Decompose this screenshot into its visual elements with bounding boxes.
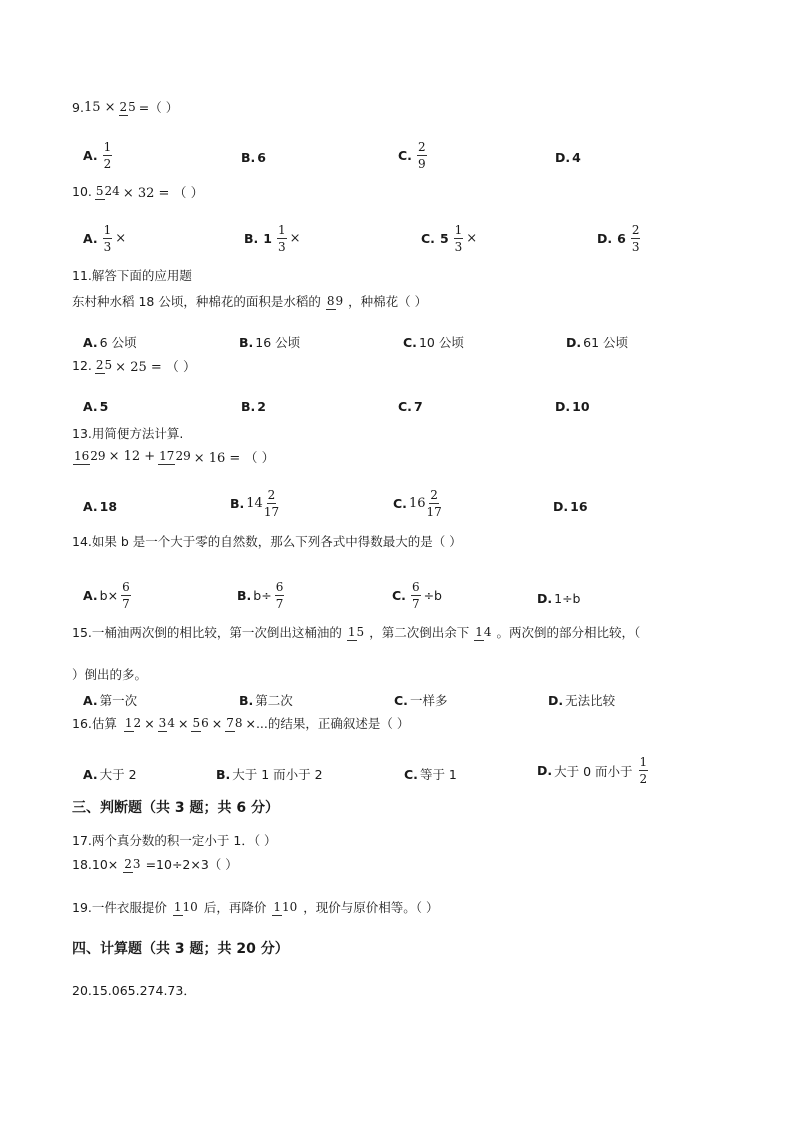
question-number: 14. — [72, 533, 92, 549]
question-15: 15. 一桶油两次倒的相比较，第一次倒出这桶油的 15 ，第二次倒出余下 14 。两次倒的部分相比较，（ — [72, 624, 641, 640]
question-16: 16. 估算 12 × 34 × 56 × 78 ×...的结果，正确叙述是（ ） — [72, 715, 410, 731]
fraction: 1729 — [159, 449, 191, 463]
fraction: 78 — [226, 715, 243, 730]
answer-blank: × 32 = （ ） — [122, 186, 204, 201]
answer-blank: × 16 = （ ） — [193, 451, 275, 466]
fraction: 25 — [119, 99, 136, 114]
option-d[interactable]: D. 4 — [555, 150, 581, 165]
question-20 — [72, 981, 196, 999]
option-a[interactable]: A. 第一次 — [83, 692, 138, 708]
question-text: 如果 b 是一个大于零的自然数，那么下列各式中得数最大的是（ ） — [91, 534, 462, 549]
question-number: 11. — [72, 267, 92, 283]
option-c[interactable]: C. 7 — [398, 399, 423, 414]
option-d[interactable]: D. 1÷b — [537, 591, 581, 606]
option-c[interactable]: C. 10 公顷 — [403, 334, 464, 350]
option-d[interactable]: D. 6 $\frac{2}{3}$ — [597, 223, 640, 254]
question-number: 13. — [72, 425, 92, 441]
option-c[interactable]: C. 5 $\frac{1}{3}$ × — [421, 223, 478, 254]
question-11 — [72, 266, 192, 284]
option-d[interactable]: D. 大于 0 而小于 $\frac{1}{2}$ — [537, 755, 648, 786]
option-a[interactable]: A. $\frac{1}{3}$ × — [83, 223, 127, 254]
option-d[interactable]: D. 61 公顷 — [566, 334, 629, 350]
fraction: 110 — [273, 899, 298, 914]
question-number: 16. — [72, 715, 92, 731]
fraction: 110 — [173, 899, 198, 914]
question-number: 20. — [72, 982, 92, 998]
question-number: 18. — [72, 856, 92, 872]
option-a[interactable]: A. 5 — [83, 399, 109, 414]
section-heading-judgement: 三、判断题（共 3 题；共 6 分） — [72, 800, 279, 816]
question-12 — [72, 356, 196, 375]
option-d[interactable]: D. 16 — [553, 499, 588, 514]
question-13 — [72, 424, 183, 442]
option-c[interactable]: C. 一样多 — [394, 692, 448, 708]
option-b[interactable]: B. 2 — [241, 399, 266, 414]
option-c[interactable]: C. $\frac{6}{7}$ ÷b — [392, 580, 442, 611]
fraction: 1629 — [74, 449, 106, 463]
question-17 — [72, 831, 277, 849]
fraction: 12 — [124, 715, 142, 730]
option-b[interactable]: B. 大于 1 而小于 2 — [216, 766, 323, 782]
question-title: 解答下面的应用题 — [91, 268, 192, 283]
option-c[interactable]: C. 16 $\frac{2}{17}$ — [393, 488, 442, 519]
option-d[interactable]: D. 10 — [555, 399, 590, 414]
option-a[interactable]: A. 大于 2 — [83, 766, 137, 782]
question-9 — [72, 98, 178, 116]
fraction: 23 — [124, 856, 141, 871]
fraction: 25 — [95, 358, 113, 372]
option-b[interactable]: B. b÷ $\frac{6}{7}$ — [237, 580, 284, 611]
question-number: 9. — [72, 99, 84, 115]
option-a[interactable]: A. b× $\frac{6}{7}$ — [83, 580, 130, 611]
question-14 — [72, 532, 462, 550]
expression: 15 × — [83, 99, 116, 115]
question-11-body: 东村种水稻 18 公顷，种棉花的面积是水稻的 89 ，种棉花（ ） — [72, 293, 428, 309]
question-number: 10. — [72, 184, 92, 199]
fraction: 524 — [95, 184, 120, 198]
section-heading-calculation: 四、计算题（共 3 题；共 20 分） — [72, 941, 289, 957]
question-10 — [72, 182, 204, 201]
answer-blank: × 25 = （ ） — [115, 360, 197, 375]
question-number: 12. — [72, 358, 92, 373]
fraction: 34 — [158, 715, 175, 730]
fraction: 56 — [192, 715, 209, 730]
option-a[interactable]: A. $\frac{1}{2}$ — [83, 140, 112, 171]
fraction: 14 — [475, 624, 492, 639]
option-a[interactable]: A. 18 — [83, 499, 118, 514]
question-title: 用简便方法计算. — [91, 426, 184, 441]
question-number: 19. — [72, 899, 92, 915]
question-15-cont: ）倒出的多。 — [72, 667, 148, 682]
question-18: 18. 10× 23 =10÷2×3（ ） — [72, 856, 238, 872]
question-19: 19. 一件衣服提价 110 后，再降价 110 ，现价与原价相等。（ ） — [72, 899, 439, 915]
question-number: 17. — [72, 832, 92, 848]
fraction: 15 — [347, 624, 365, 639]
option-d[interactable]: D. 无法比较 — [548, 692, 616, 708]
option-b[interactable]: B. 第二次 — [239, 692, 293, 708]
option-b[interactable]: B. 16 公顷 — [239, 334, 301, 350]
option-c[interactable]: C. 等于 1 — [404, 766, 457, 782]
question-number: 15. — [72, 624, 92, 640]
option-c[interactable]: C. $\frac{2}{9}$ — [398, 140, 426, 171]
answer-blank: =（ ） — [138, 100, 179, 115]
question-text: 两个真分数的积一定小于 1．（ ） — [91, 833, 277, 848]
option-a[interactable]: A. 6 公顷 — [83, 334, 137, 350]
fraction: 89 — [326, 293, 344, 308]
option-b[interactable]: B. 14 $\frac{2}{17}$ — [230, 488, 280, 519]
option-b[interactable]: B. 6 — [241, 150, 266, 165]
question-13-expression: 1629 × 12 + 1729 × 16 = （ ） — [74, 449, 275, 466]
question-text: 15.065.274.73． — [91, 983, 196, 998]
option-b[interactable]: B. 1 $\frac{1}{3}$ × — [244, 223, 301, 254]
